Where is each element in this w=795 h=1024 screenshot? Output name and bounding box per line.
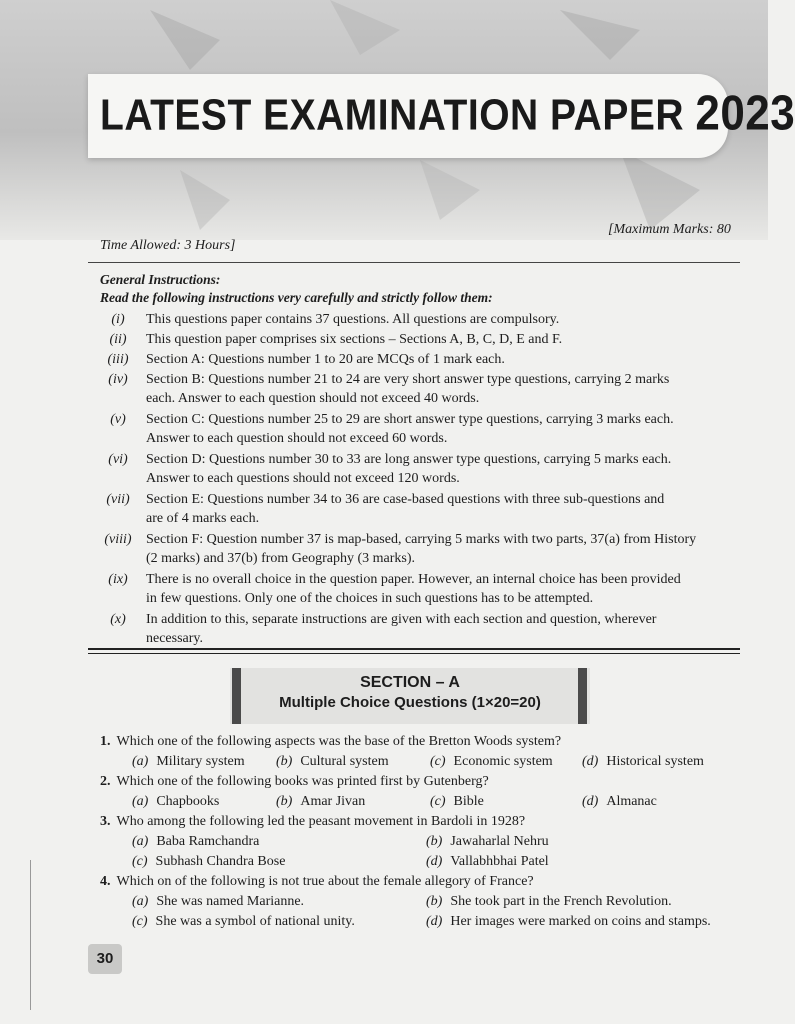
section-subtitle: Multiple Choice Questions (1×20=20): [279, 694, 541, 711]
page-number: 30: [88, 944, 122, 974]
title-main: LATEST EXAMINATION PAPER: [100, 91, 685, 140]
question-2: 2. Which one of the following books was printed first by Gutenberg?: [100, 774, 489, 789]
page-title: [100, 86, 795, 142]
question-3-option-c: (c) Subhash Chandra Bose: [132, 854, 286, 869]
question-4-option-d: (d) Her images were marked on coins and stamps.: [426, 914, 711, 929]
instruction-item: (ii) This question paper comprises six sections – Sections A, B, C, D, E and F.: [109, 332, 563, 347]
instruction-item: (vi) Section D: Questions number 30 to 33 are long answer type questions, carrying 5 marks each. Answer to each questions should not exceed 120 words.: [108, 452, 672, 486]
instruction-item: (v) Section C: Questions number 25 to 29 are short answer type questions, carrying 3 marks each. Answer to each question should not exceed 60 words.: [110, 412, 674, 446]
instruction-item: (ix) There is no overall choice in the question paper. However, an internal choice has been provided in few questions. Only one of the choices in such questions has to be attempted.: [108, 572, 681, 606]
question-4: 4. Which on of the following is not true about the female allegory of France?: [100, 874, 534, 889]
question-4-option-a: (a) She was named Marianne.: [132, 894, 305, 909]
question-4-option-c: (c) She was a symbol of national unity.: [132, 914, 355, 929]
divider: [88, 262, 740, 263]
section-title: SECTION – A: [360, 674, 460, 691]
instruction-item: (vii) Section E: Questions number 34 to 36 are case-based questions with three sub-questions and are of 4 marks each.: [106, 492, 665, 526]
instruction-item: (iii) Section A: Questions number 1 to 20 are MCQs of 1 mark each.: [107, 352, 505, 367]
question-1: 1. Which one of the following aspects was the base of the Bretton Woods system?: [100, 734, 562, 749]
instructions-heading: General Instructions:: [100, 272, 221, 287]
question-1-option-d: (d) Historical system: [582, 754, 704, 769]
section-divider: [88, 648, 740, 650]
question-2-option-d: (d) Almanac: [582, 794, 657, 809]
question-2-option-b: (b) Amar Jivan: [276, 794, 366, 809]
title-year: 2023: [695, 86, 795, 141]
instruction-item: (x) In addition to this, separate instructions are given with each section and question, wherever necessary.: [110, 612, 657, 646]
instruction-item: (i) This questions paper contains 37 questions. All questions are compulsory.: [111, 312, 560, 327]
question-3-option-a: (a) Baba Ramchandra: [132, 834, 260, 849]
question-1-option-a: (a) Military system: [132, 754, 245, 769]
time-allowed: Time Allowed: 3 Hours]: [100, 238, 236, 253]
section-header-bar-right: [578, 668, 587, 724]
instruction-item: (viii) Section F: Question number 37 is map-based, carrying 5 marks with two parts, 37(a) from History (2 marks) and 37(b) from Geography (3 marks).: [104, 532, 697, 566]
question-3-option-d: (d) Vallabhbhai Patel: [426, 854, 549, 869]
question-3: 3. Who among the following led the peasant movement in Bardoli in 1928?: [100, 814, 526, 829]
question-2-option-c: (c) Bible: [430, 794, 484, 809]
question-4-option-b: (b) She took part in the French Revolution.: [426, 894, 672, 909]
section-divider: [88, 653, 740, 654]
question-3-option-b: (b) Jawaharlal Nehru: [426, 834, 549, 849]
maximum-marks: [Maximum Marks: 80: [608, 222, 731, 237]
question-1-option-c: (c) Economic system: [430, 754, 553, 769]
question-2-option-a: (a) Chapbooks: [132, 794, 220, 809]
section-header-bar-left: [232, 668, 241, 724]
instructions-subheading: Read the following instructions very carefully and strictly follow them:: [100, 290, 493, 305]
instruction-item: (iv) Section B: Questions number 21 to 24 are very short answer type questions, carrying 2 marks each. Answer to each question should not exceed 40 words.: [108, 372, 670, 406]
page-edge-line: [30, 860, 31, 1010]
question-1-option-b: (b) Cultural system: [276, 754, 389, 769]
